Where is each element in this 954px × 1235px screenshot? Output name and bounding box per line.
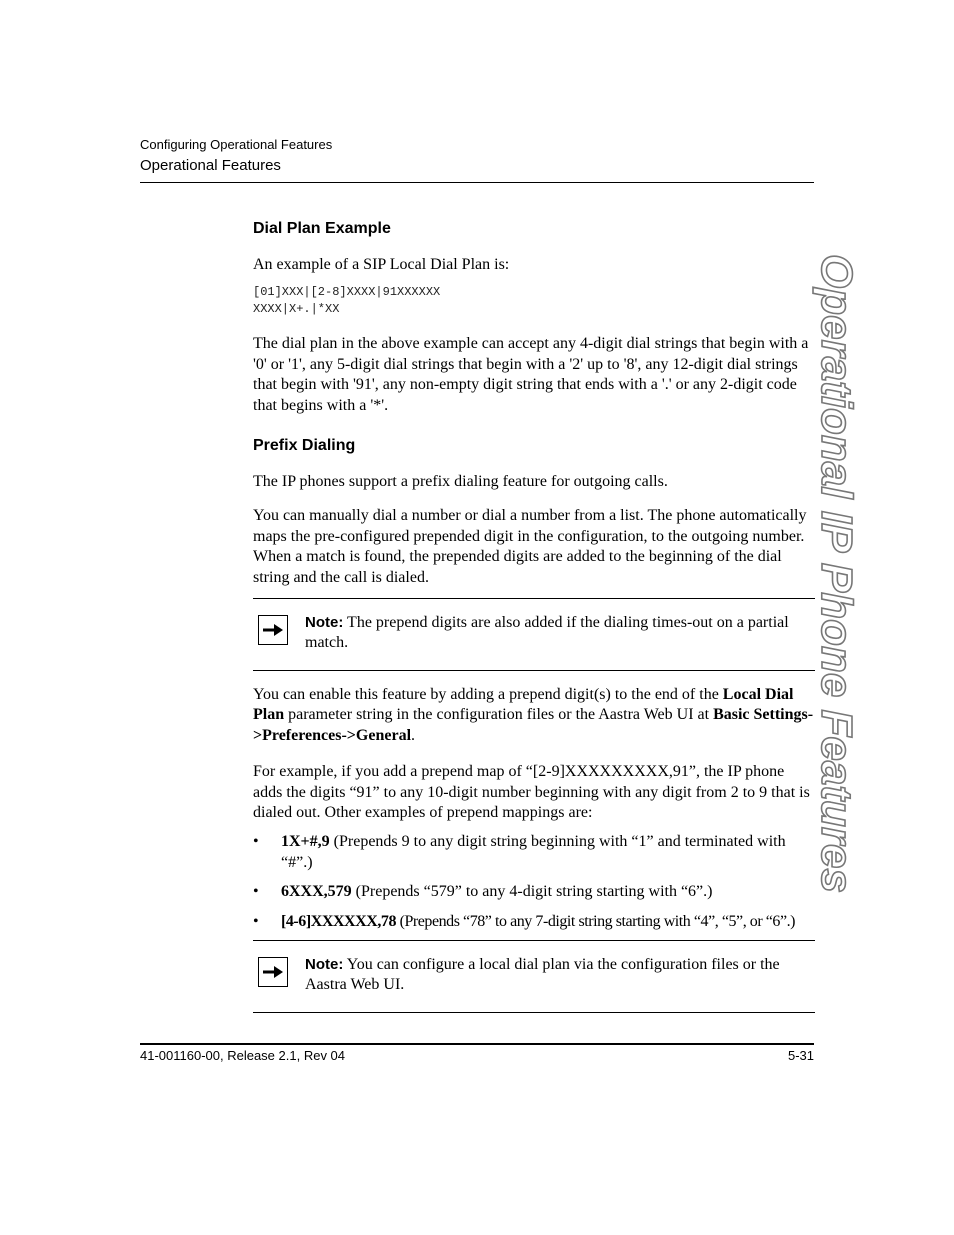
list-item-code: 6XXX,579 [281, 883, 352, 901]
dial-plan-heading: Dial Plan Example [253, 220, 391, 237]
note-box-1 [253, 598, 815, 671]
running-header-section: Operational Features [140, 157, 281, 174]
dial-plan-intro: An example of a SIP Local Dial Plan is: [253, 256, 510, 273]
menu-path: Basic Settings->Preferences->General [253, 706, 814, 744]
arrow-right-icon [258, 957, 288, 987]
bullet: • [253, 833, 259, 851]
footer-page-number: 5-31 [787, 1048, 814, 1063]
prefix-para-4: For example, if you add a prepend map of “[2-9]XXXXXXXXX,91”, the IP phone adds the digits “91” to any 10-digit number beginning with any digit from 2 to 9 that is dialed out. Other examples of prepend mappings are: [253, 763, 810, 821]
note-1-label: Note: [305, 614, 344, 632]
list-item [253, 882, 815, 902]
list-item-text: (Prepends “78” to any 7-digit string starting with “4”, “5”, or “6”.) [396, 912, 796, 930]
prefix-para-1: The IP phones support a prefix dialing feature for outgoing calls. [253, 473, 668, 491]
list-item [253, 912, 815, 932]
para-3-part-c: parameter string in the configuration files or the Aastra Web UI at [284, 706, 714, 724]
note-1-text [305, 613, 815, 654]
list-item-code: 1X+#,9 [281, 833, 330, 851]
note-1-body: The prepend digits are also added if the dialing times-out on a partial match. [305, 614, 789, 652]
prefix-heading: Prefix Dialing [253, 437, 356, 455]
header-rule [140, 182, 814, 183]
footer-doc-id: 41-001160-00, Release 2.1, Rev 04 [140, 1048, 346, 1063]
bullet: • [253, 912, 259, 930]
list-item-text: (Prepends 9 to any digit string beginning with “1” and terminated with “#”.) [281, 833, 786, 871]
note-2-text [305, 955, 815, 996]
list-item-code: [4-6]XXXXXX,78 [281, 912, 397, 930]
prefix-para-3 [253, 685, 815, 746]
side-tab-label: Operational IP Phone Features [812, 254, 861, 893]
code-line-1: [01]XXX|[2-8]XXXX|91XXXXXX [253, 285, 441, 300]
note-2-body: You can configure a local dial plan via the configuration files or the Aastra Web UI. [305, 955, 780, 994]
para-3-part-a: You can enable this feature by adding a prepend digit(s) to the end of the [253, 685, 723, 703]
running-header-chapter: Configuring Operational Features [140, 137, 333, 152]
main-content [253, 219, 815, 1013]
prepend-examples-list [253, 832, 815, 932]
arrow-right-icon [258, 615, 288, 645]
code-line-2: XXXX|X+.|*XX [253, 302, 340, 317]
local-dial-plan-term: Local Dial Plan [253, 685, 794, 724]
list-item-text: (Prepends “579” to any 4-digit string starting with “6”.) [351, 883, 713, 901]
footer-rule [140, 1043, 814, 1045]
list-item [253, 832, 815, 873]
prefix-para-2: You can manually dial a number or dial a number from a list. The phone automatically maps the pre-configured prepended digit in the configuration, to the outgoing number. When a match is found, the prepended digits are added to the beginning of the dial string and the call is dialed. [253, 507, 807, 586]
note-2-label: Note: [305, 955, 344, 973]
dial-plan-description: The dial plan in the above example can accept any 4-digit dial strings that begin with a '0' or '1', any 5-digit dial strings that begin with a '2' up to '8', any 12-digit dial strings that begin with '91', any non-empty digit string that ends with a '.' or any 2-digit code that begins with a '*'. [253, 335, 809, 414]
bullet: • [253, 883, 259, 901]
code-block [253, 284, 815, 318]
para-3-part-e: . [411, 726, 416, 744]
note-box-2 [253, 940, 815, 1013]
